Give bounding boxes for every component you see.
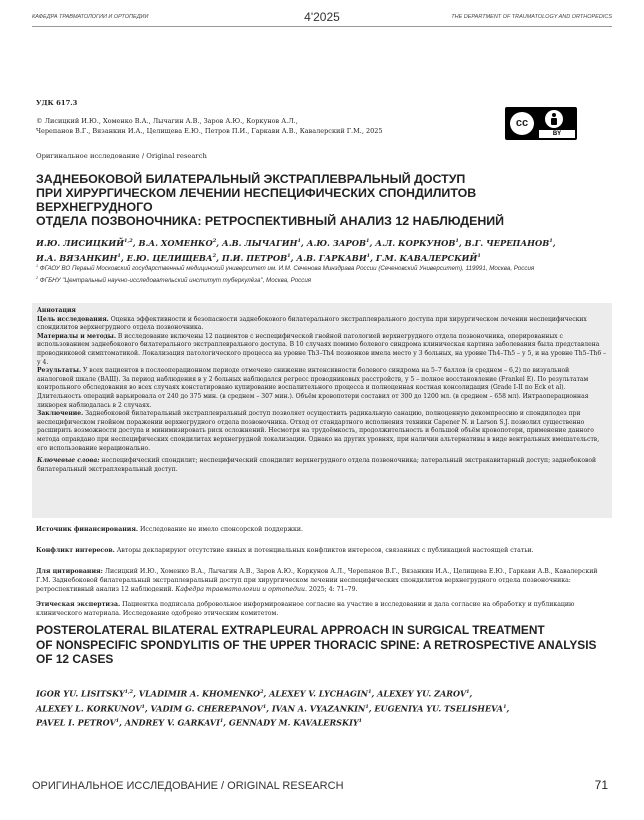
author: PAVEL I. PETROV <box>36 718 116 729</box>
header-right: THE DEPARTMENT OF TRAUMATOLOGY AND ORTHOPEDICS <box>451 14 612 20</box>
author-affiliation: 2 <box>260 689 264 695</box>
title-russian <box>36 172 596 228</box>
author: VLADIMIR A. KHOMENKO <box>138 688 261 699</box>
author-affiliation: 1 <box>549 238 553 244</box>
author: ALEXEY V. LYCHAGIN <box>269 688 369 699</box>
author: А.Л. КОРКУНОВ <box>375 237 456 248</box>
author-affiliation: 1 <box>262 703 267 710</box>
author-affiliation: 1 <box>477 252 481 259</box>
author-affiliation: 1 <box>366 252 371 259</box>
conflict-of-interest: Конфликт интересов. Авторы декларируют отсутствие явных и потенциальных конфликтов интересов, связанных с публикацией настоящей статьи. <box>36 547 534 554</box>
author-affiliation: 1 <box>503 703 507 710</box>
author-affiliation: 1 <box>115 718 120 725</box>
page-header <box>32 10 612 32</box>
author-affiliation: 1 <box>117 252 121 259</box>
author-affiliation: 1 <box>368 689 372 695</box>
citation: Для цитирования: Лисицкий И.Ю., Хоменко В.А., Лычагин А.В., Заров А.Ю., Коркунов А.Л., Черепанов В.Г., Вязанкин И.А., Целищева Е.Ю., Гаркави А.В., Кавалерский Г.М. Заднебоковой билатеральный экстраплевральный доступ при хирургическом лечении неспецифических спондилитов верхнегрудного отдела позвоночника: ретроспективный анализ 12 наблюдений. Кафедра травматологии и ортопедии. 2025; 4: 71–79. <box>36 568 598 593</box>
author-affiliation: 1 <box>358 718 363 725</box>
footer-section: ОРИГИНАЛЬНОЕ ИССЛЕДОВАНИЕ / ORIGINAL RESEARCH <box>32 780 344 792</box>
header-divider <box>32 26 612 27</box>
abstract-methods: Материалы и методы. В исследование включены 12 пациентов с неспецифической гнойной патологией верхнегрудного отдела позвоночника, оперированных с использованием заднебокового билатерального экстраплеврального доступа. В 10 случаях помимо болевого синдрома клиническая картина заболевания была представлена проводниковой симптоматикой. Локализация патологического процесса на уровне Th3–Th4 позвонков имела место у 3 больных, на уровне Th4–Th5 – у 5, и на уровне Th5–Th6 – у 4. <box>37 332 607 366</box>
attribution-person-icon <box>545 110 563 128</box>
copyright-line-1: © Лисицкий И.Ю., Хоменко В.А., Лычагин А.В., Заров А.Ю., Коркунов А.Л., <box>36 117 298 125</box>
keywords: Ключевые слова: неспецифический спондилит; неспецифический спондилит верхнегрудного отдела позвоночника; латеральный экстракавитарный доступ; заднебоковой билатеральный экстраплевральный доступ. <box>37 457 597 473</box>
copyright <box>36 117 486 136</box>
author-affiliation: 1 <box>297 238 301 244</box>
ethics: Этическая экспертиза. Пациентка подписала добровольное информированное согласие на участие в исследовании и дала согласие на обработку и публикацию клинического материала. Исследование одобрено этическим комитетом. <box>36 601 575 617</box>
author-affiliation: 1,2 <box>124 689 134 695</box>
author: В.А. ХОМЕНКО <box>138 237 213 248</box>
author: И.А. ВЯЗАНКИН <box>36 252 118 263</box>
author-affiliation: 1 <box>466 689 470 695</box>
author: GENNADY M. KAVALERSKIY <box>228 718 359 729</box>
title-ru-line: ОТДЕЛА ПОЗВОНОЧНИКА: РЕТРОСПЕКТИВНЫЙ АНАЛИЗ 12 НАБЛЮДЕНИЙ <box>36 214 505 228</box>
abstract-aim: Цель исследования. Оценка эффективности и безопасности заднебокового билатерального экстраплеврального доступа при хирургическом лечении неспецифических спондилитов верхнегрудного отдела позвоночника. <box>37 315 587 332</box>
issue-number: 4'2025 <box>304 10 340 24</box>
title-ru-line: ПРИ ХИРУРГИЧЕСКОМ ЛЕЧЕНИИ НЕСПЕЦИФИЧЕСКИХ СПОНДИЛИТОВ ВЕРХНЕГРУДНОГО <box>36 186 477 214</box>
author-affiliation: 1 <box>366 238 370 244</box>
author: VADIM G. CHEREPANOV <box>150 703 263 714</box>
title-english <box>36 623 606 667</box>
udk: УДК 617.3 <box>36 99 78 107</box>
author-affiliation: 1 <box>219 718 224 725</box>
author-affiliation: 1 <box>365 703 369 710</box>
author: Е.Ю. ЦЕЛИЩЕВА <box>126 252 213 263</box>
author: ANDREY V. GARKAVI <box>124 718 220 729</box>
author: ALEXEY L. KORKUNOV <box>36 703 142 714</box>
abstract-results: Результаты. У всех пациентов в послеоперационном периоде отмечено снижение интенсивности болевого синдрома на 5–7 баллов (в среднем – 6,2) по визуальной аналоговой шкале (ВАШ). За период наблюдения в у 2 больных наблюдался регресс проводниковых расстройств, у 5 – полное восстановление (Frankel E). По результатам контрольного обследования во всех случаях констатировано купирование воспалительного процесса и полноценная костная консолидация (Grade I-II по Eck et al). Длительность операций варьировала от 240 до 375 мин. (в среднем – 307 мин.). Объём кровопотери составил от 300 до 1200 мл. (в среднем – 658 мл). Интраоперационная ликворея наблюдалась в 2 случаях. <box>37 367 589 409</box>
copyright-line-2: Черепанов В.Г., Вязанкин И.А., Целищева Е.Ю., Петров П.И., Гаркави А.В., Кавалерский Г.М., 2025 <box>36 126 383 135</box>
author: IGOR YU. LISITSKY <box>36 688 125 699</box>
author: А.В. ЛЫЧАГИН <box>221 237 298 248</box>
title-en-line: OF 12 CASES <box>36 652 114 666</box>
authors-english: IGOR YU. LISITSKY$^{1,2}$, VLADIMIR A. KHOMENKO$^2$, ALEXEY V. LYCHAGIN$^1$, ALEXEY YU. ZAROV$^1$, ALEXEY L. KORKUNOV$^1$, VADIM G. CHEREPANOV$^1$, IVAN A. VYAZANKIN$^1$, EUGENIYA YU. TSELISHEVA$^1$, PAVEL I. PETROV$^1$, ANDREY V. GARKAVI$^1$, GENNADY M. KAVALERSKIY$^1$ <box>36 688 510 729</box>
title-ru-line: ЗАДНЕБОКОВОЙ БИЛАТЕРАЛЬНЫЙ ЭКСТРАПЛЕВРАЛЬНЫЙ ДОСТУП <box>36 172 466 186</box>
author: ALEXEY YU. ZAROV <box>377 688 467 699</box>
abstract-conclusion: Заключение. Заднебоковой билатеральный экстраплевральный доступ позволяет осуществить радикальную санацию, полноценную декомпрессию и спондилодез при неспецифическом гнойном поражении верхнегрудного отдела позвоночника. Отход от стандартного исполнения техники Capener N. и Larson S.J. позволил существенно расширить возможности доступа и минимизировать риск осложнений. Несмотря на трудоёмкость, продолжительность и большой объём кровопотери, применение данного метода оправдано при неспецифических спондилитах верхнегрудной локализации. Однако на других уровнях, при наличии альтернативы в виде вентральных вмешательств, его использование нерационально. <box>37 410 600 452</box>
article-type: Оригинальное исследование / Original research <box>36 152 207 160</box>
author-affiliation: 1 <box>287 252 291 259</box>
author: В.Г. ЧЕРЕПАНОВ <box>464 237 550 248</box>
cc-icon: cc <box>508 110 536 137</box>
author-affiliation: 2 <box>212 238 217 244</box>
author: А.В. ГАРКАВИ <box>296 252 367 263</box>
author-affiliation: 1 <box>141 703 145 710</box>
author: И.Ю. ЛИСИЦКИЙ <box>36 237 125 248</box>
affiliation-1: $^1$ ФГАОУ ВО Первый Московский государственный медицинский университет им. И.М. Сеченова Минздрава России (Сеченовский Университет), 119991, Москва, Россия <box>36 264 535 273</box>
author: EUGENIYA YU. TSELISHEVA <box>374 703 504 714</box>
funding: Источник финансирования. Исследование не имело спонсорской поддержки. <box>36 526 303 533</box>
cc-by-license-badge[interactable] <box>505 107 577 140</box>
author: П.И. ПЕТРОВ <box>221 252 288 263</box>
author-affiliation: 2 <box>212 252 217 259</box>
abstract-title: Аннотация <box>37 307 76 314</box>
title-en-line: POSTEROLATERAL BILATERAL EXTRAPLEURAL APPROACH IN SURGICAL TREATMENT <box>36 623 545 637</box>
header-left: КАФЕДРА ТРАВМАТОЛОГИИ И ОРТОПЕДИИ <box>32 14 149 20</box>
abstract-box <box>32 303 612 518</box>
title-en-line: OF NONSPECIFIC SPONDYLITIS OF THE UPPER THORACIC SPINE: A RETROSPECTIVE ANALYSIS <box>36 637 597 652</box>
authors-russian: И.Ю. ЛИСИЦКИЙ$^{1,2}$, В.А. ХОМЕНКО$^2$, А.В. ЛЫЧАГИН$^1$, А.Ю. ЗАРОВ$^1$, А.Л. КОРКУНОВ$^1$, В.Г. ЧЕРЕПАНОВ$^1$, И.А. ВЯЗАНКИН$^1$, Е.Ю. ЦЕЛИЩЕВА$^2$, П.И. ПЕТРОВ$^1$, А.В. ГАРКАВИ$^1$, Г.М. КАВАЛЕРСКИЙ$^1$ <box>36 237 556 263</box>
by-label: BY <box>539 130 575 138</box>
page-number: 71 <box>594 778 608 792</box>
author-affiliation: 1 <box>455 238 459 244</box>
author: IVAN A. VYAZANKIN <box>271 703 366 714</box>
author-affiliation: 1,2 <box>124 238 133 244</box>
affiliations <box>36 262 596 285</box>
author: А.Ю. ЗАРОВ <box>306 237 367 248</box>
affiliation-2: $^2$ ФГБНУ "Центральный научно-исследовательский институт туберкулёза", Москва, Россия <box>36 275 312 284</box>
author: Г.М. КАВАЛЕРСКИЙ <box>375 252 478 263</box>
